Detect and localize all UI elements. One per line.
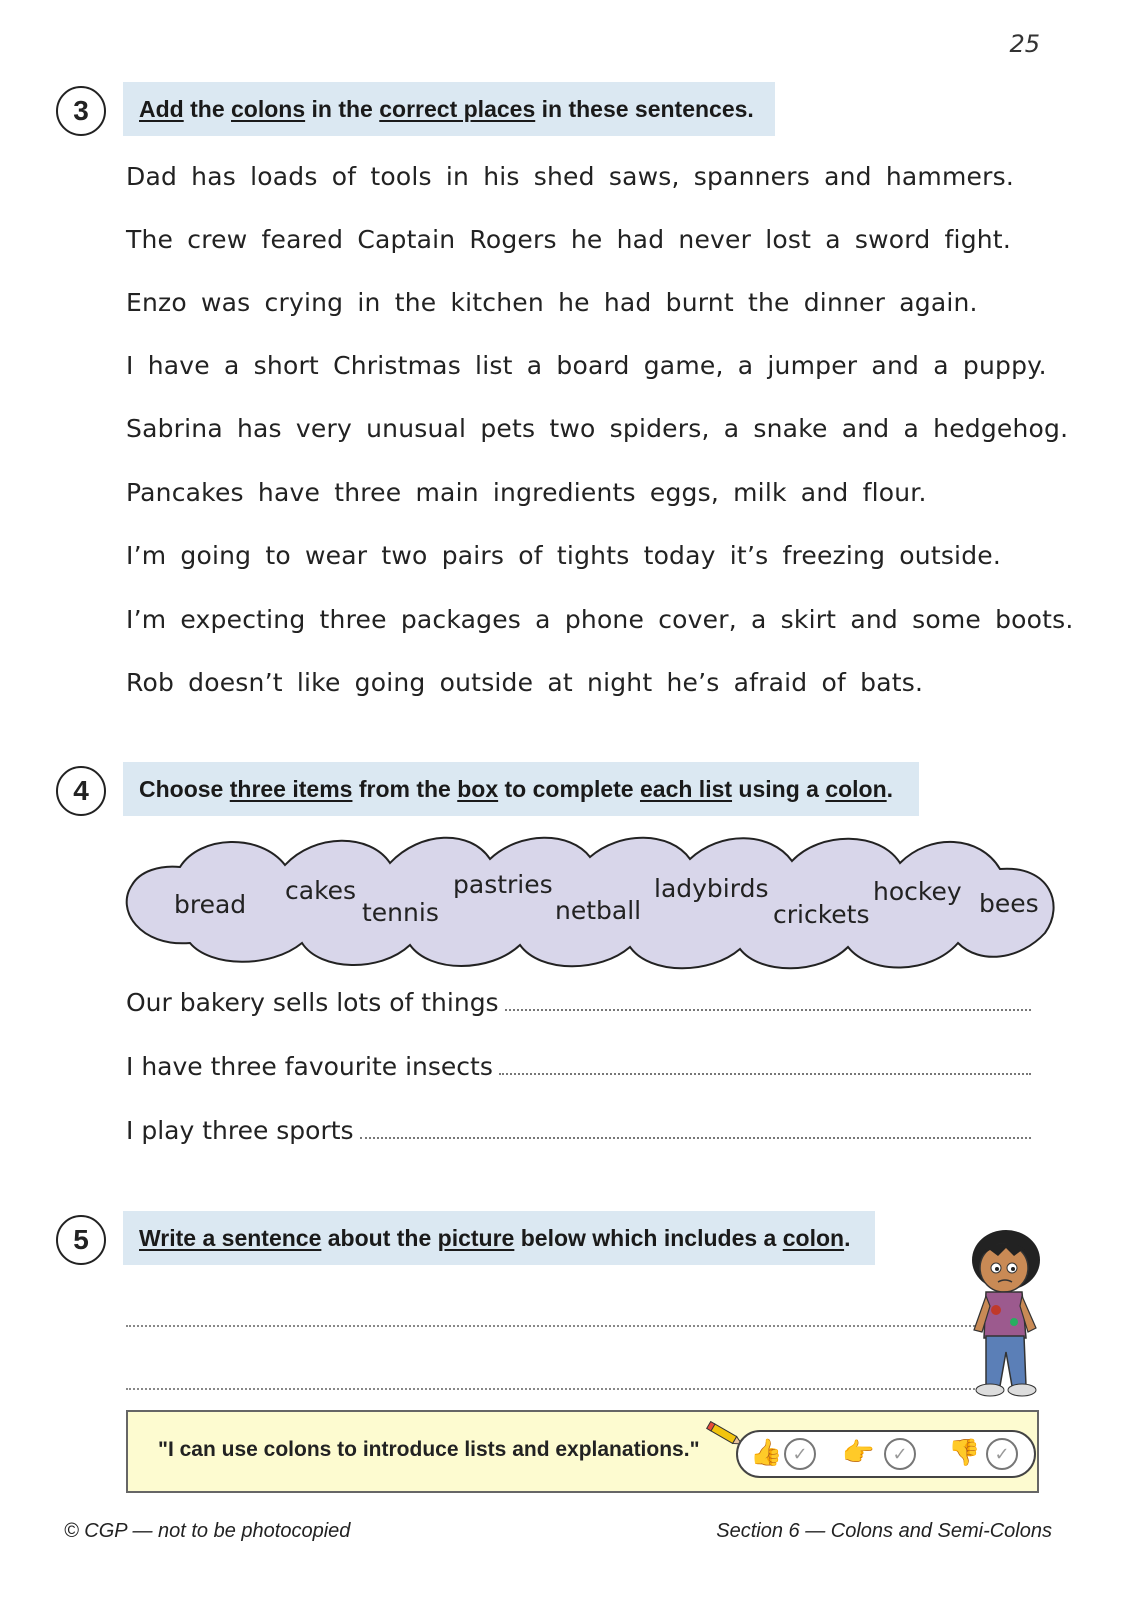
question-5-instruction: Write a sentence about the picture below which includes a colon . — [123, 1211, 875, 1265]
box-word-ladybirds: ladybirds — [654, 874, 769, 903]
q3-sentence-4[interactable]: I have a short Christmas list a board game, a jumper and a puppy. — [126, 351, 1047, 380]
q4-list-insects[interactable]: I have three favourite insects — [126, 1052, 1031, 1081]
question-3-instruction: Add the colons in the correct places in these sentences. — [123, 82, 775, 136]
answer-blank[interactable] — [360, 1137, 1031, 1139]
thumbs-down-icon: 👎 — [948, 1438, 981, 1468]
rating-circle-poor[interactable]: ✓ — [986, 1438, 1018, 1470]
footer-copyright: © CGP — not to be photocopied — [64, 1520, 351, 1542]
q3-sentence-1[interactable]: Dad has loads of tools in his shed saws, spanners and hammers. — [126, 162, 1014, 191]
footer-section: Section 6 — Colons and Semi-Colons — [716, 1520, 1052, 1542]
q4-list-bakery[interactable]: Our bakery sells lots of things — [126, 988, 1031, 1017]
q3-sentence-8[interactable]: I’m expecting three packages a phone cover, a skirt and some boots. — [126, 605, 1074, 634]
thumbs-sideways-icon: 👉 — [842, 1438, 875, 1468]
q3-sentence-5[interactable]: Sabrina has very unusual pets two spiders, a snake and a hedgehog. — [126, 414, 1069, 443]
page-number: 25 — [1009, 30, 1040, 58]
box-word-cakes: cakes — [285, 876, 357, 905]
instr-add: Add — [139, 95, 184, 122]
q3-sentence-9[interactable]: Rob doesn’t like going outside at night he’s afraid of bats. — [126, 668, 924, 697]
question-4-instruction: Choose three items from the box to complete each list using a colon . — [123, 762, 919, 816]
question-5-number: 5 — [56, 1215, 106, 1265]
q3-sentence-7[interactable]: I’m going to wear two pairs of tights today it’s freezing outside. — [126, 541, 1001, 570]
answer-blank[interactable] — [505, 1009, 1031, 1011]
q5-answer-line-1[interactable] — [126, 1325, 986, 1327]
box-word-pastries: pastries — [453, 870, 553, 899]
q3-sentence-2[interactable]: The crew feared Captain Rogers he had never lost a sword fight. — [126, 225, 1011, 254]
box-word-crickets: crickets — [773, 900, 870, 929]
question-3-number: 3 — [56, 86, 106, 136]
box-word-hockey: hockey — [873, 877, 962, 906]
self-assessment-rating — [736, 1430, 1036, 1478]
q4-list-sports[interactable]: I play three sports — [126, 1116, 1031, 1145]
question-4-number: 4 — [56, 766, 106, 816]
box-word-tennis: tennis — [362, 898, 439, 927]
self-check-statement: "I can use colons to introduce lists and explanations." — [158, 1438, 700, 1461]
box-word-bread: bread — [174, 890, 247, 919]
answer-blank[interactable] — [499, 1073, 1031, 1075]
box-word-bees: bees — [979, 889, 1039, 918]
thumbs-up-icon: 👍 — [750, 1438, 783, 1468]
self-check-box — [126, 1410, 1039, 1493]
rating-circle-ok[interactable]: ✓ — [884, 1438, 916, 1470]
q3-sentence-6[interactable]: Pancakes have three main ingredients eggs, milk and flour. — [126, 478, 927, 507]
cartoon-boy-picture — [962, 1226, 1052, 1401]
rating-circle-good[interactable]: ✓ — [784, 1438, 816, 1470]
q3-sentence-3[interactable]: Enzo was crying in the kitchen he had burnt the dinner again. — [126, 288, 978, 317]
q5-answer-line-2[interactable] — [126, 1388, 986, 1390]
box-word-netball: netball — [555, 896, 642, 925]
